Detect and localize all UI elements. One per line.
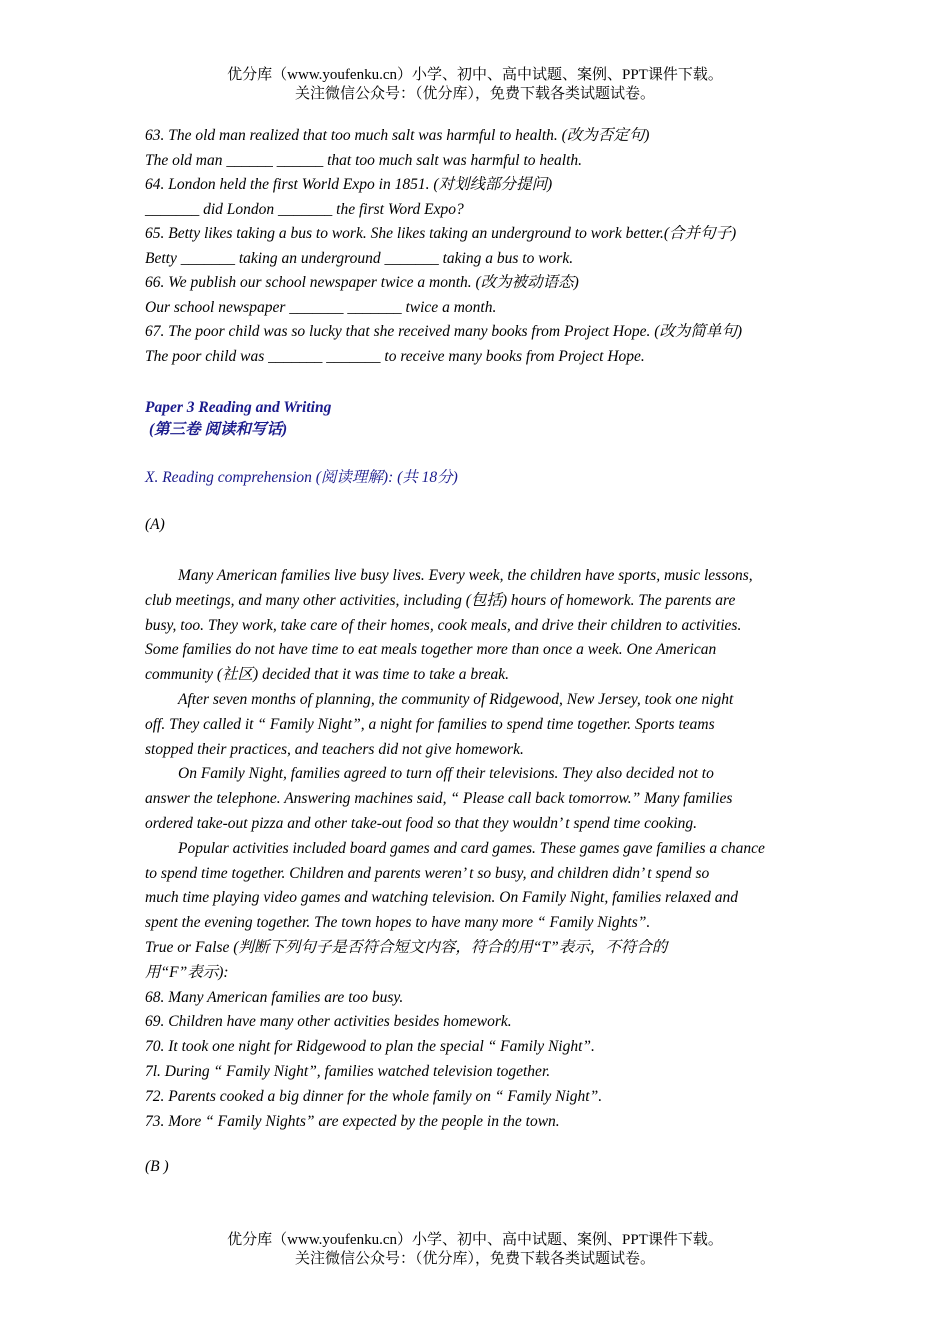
footer-line-1: 优分库（www.youfenku.cn）小学、初中、高中试题、案例、PPT课件下载。 xyxy=(227,1232,723,1248)
answer-line-63: The old man ______ ______ that too much salt was harmful to health. xyxy=(145,151,583,169)
passage-line: ordered take-out pizza and other take-out food so that they wouldn’ t spend time cooking. xyxy=(145,814,698,832)
passage-line: Some families do not have time to eat meals together more than once a week. One American xyxy=(145,641,717,659)
passage-line: off. They called it “ Family Night”, a night for families to spend time together. Sports teams xyxy=(145,715,715,733)
passage-line: Popular activities included board games and card games. These games gave families a chance xyxy=(178,839,765,857)
part-b-label: (B ) xyxy=(145,1158,169,1176)
page-content xyxy=(145,124,805,1178)
part-a-passage xyxy=(145,564,805,1134)
statement-71: 7l. During “ Family Night”, families watched television together. xyxy=(145,1062,551,1080)
page-footer xyxy=(0,1231,950,1269)
statement-69: 69. Children have many other activities besides homework. xyxy=(145,1013,512,1031)
answer-line-64: _______ did London _______ the first Word Expo? xyxy=(145,200,464,218)
tf-instruction: 用“F”表示): xyxy=(145,963,229,981)
paper3-title: Paper 3 Reading and Writing xyxy=(145,399,332,416)
statement-72: 72. Parents cooked a big dinner for the whole family on “ Family Night”. xyxy=(145,1087,603,1105)
question-64: 64. London held the first World Expo in 1851. (对划线部分提问) xyxy=(145,176,553,193)
passage-line: Many American families live busy lives. Every week, the children have sports, music lessons, xyxy=(178,567,753,584)
section-x-heading: X. Reading comprehension (阅读理解): (共 18分) xyxy=(145,469,458,486)
passage-line: After seven months of planning, the community of Ridgewood, New Jersey, took one night xyxy=(178,690,734,708)
passage-line: much time playing video games and watching television. On Family Night, families relaxed and xyxy=(145,889,739,907)
part-a-label: (A) xyxy=(145,516,165,533)
passage-line: club meetings, and many other activities, including (包括) hours of homework. The parents are xyxy=(145,591,736,609)
passage-line: answer the telephone. Answering machines said, “ Please call back tomorrow.” Many families xyxy=(145,790,733,808)
question-67: 67. The poor child was so lucky that she received many books from Project Hope. (改为简单句) xyxy=(145,323,743,340)
tf-instruction: True or False (判断下列句子是否符合短文内容，符合的用“T”表示，不符合的 xyxy=(145,938,668,956)
page-header xyxy=(0,66,950,104)
footer-line-2: 关注微信公众号：（优分库），免费下载各类试题试卷。 xyxy=(294,1251,655,1267)
passage-line: busy, too. They work, take care of their homes, cook meals, and drive their children to activities. xyxy=(145,616,742,634)
question-63: 63. The old man realized that too much salt was harmful to health. (改为否定句) xyxy=(145,127,650,144)
passage-line: On Family Night, families agreed to turn off their televisions. They also decided not to xyxy=(178,765,714,783)
rewrite-questions xyxy=(145,124,805,369)
header-line-1: 优分库（www.youfenku.cn）小学、初中、高中试题、案例、PPT课件下载。 xyxy=(227,67,723,83)
passage-line: stopped their practices, and teachers did not give homework. xyxy=(145,740,524,758)
passage-line: to spend time together. Children and parents weren’ t so busy, and children didn’ t spend so xyxy=(145,864,710,882)
passage-line: spent the evening together. The town hopes to have many more “ Family Nights”. xyxy=(145,914,651,932)
header-line-2: 关注微信公众号：（优分库），免费下载各类试题试卷。 xyxy=(294,86,655,102)
answer-line-65: Betty _______ taking an underground _______ taking a bus to work. xyxy=(145,249,574,267)
answer-line-67: The poor child was _______ _______ to receive many books from Project Hope. xyxy=(145,347,645,365)
question-65: 65. Betty likes taking a bus to work. She likes taking an underground to work better.(合并句子) xyxy=(145,225,737,242)
statement-70: 70. It took one night for Ridgewood to plan the special “ Family Night”. xyxy=(145,1038,595,1056)
statement-68: 68. Many American families are too busy. xyxy=(145,988,404,1006)
answer-line-66: Our school newspaper _______ _______ twice a month. xyxy=(145,298,497,316)
paper3-subtitle: (第三卷 阅读和写话) xyxy=(149,421,288,438)
question-66: 66. We publish our school newspaper twice a month. (改为被动语态) xyxy=(145,274,579,291)
passage-line: community (社区) decided that it was time to take a break. xyxy=(145,666,510,684)
statement-73: 73. More “ Family Nights” are expected by the people in the town. xyxy=(145,1112,560,1130)
